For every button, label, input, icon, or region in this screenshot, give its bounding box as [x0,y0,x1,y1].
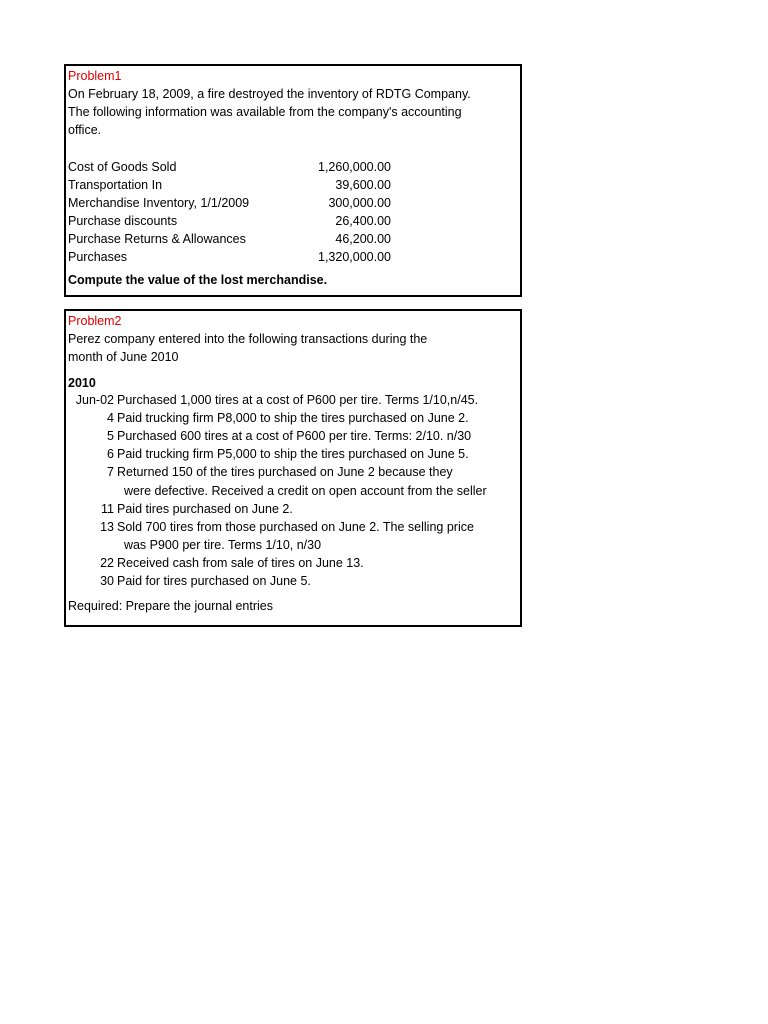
problem1-title: Problem1 [68,69,122,83]
transaction-date: 7 [107,465,114,479]
transaction-text: Paid trucking firm P8,000 to ship the tires purchased on June 2. [117,411,469,425]
transaction-text: Paid tires purchased on June 2. [117,502,293,516]
transaction-date: 4 [107,411,114,425]
problem2-box [64,309,522,627]
transaction-date: 30 [100,574,114,588]
problem1-box [64,64,522,297]
transaction-text: was P900 per tire. Terms 1/10, n/30 [117,538,322,552]
problem2-intro-line: Perez company entered into the following transactions during the [68,332,428,346]
problem1-intro-line: office. [68,123,102,137]
transaction-text: Sold 700 tires from those purchased on June 2. The selling price [117,520,474,534]
transaction-text: were defective. Received a credit on open account from the seller [117,484,487,498]
transaction-date: 11 [101,502,114,516]
transaction-text: Paid for tires purchased on June 5. [117,574,311,588]
transaction-date: 6 [107,447,114,461]
item-amount: 39,600.00 [335,178,391,192]
item-amount: 1,260,000.00 [318,160,391,174]
item-label: Transportation In [68,178,163,192]
item-amount: 300,000.00 [328,196,391,210]
transaction-date: 5 [107,429,114,443]
transaction-text: Paid trucking firm P5,000 to ship the tires purchased on June 5. [117,447,469,461]
item-label: Purchase discounts [68,214,178,228]
transaction-text: Purchased 600 tires at a cost of P600 per tire. Terms: 2/10. n/30 [117,429,472,443]
problem2-year: 2010 [68,376,96,390]
item-amount: 46,200.00 [335,232,391,246]
transaction-text: Returned 150 of the tires purchased on June 2 because they [117,465,453,479]
item-label: Merchandise Inventory, 1/1/2009 [68,196,250,210]
transaction-date: 13 [100,520,114,534]
transaction-date: Jun-02 [75,393,114,407]
transaction-date: 22 [100,556,114,570]
problem2-intro-line: month of June 2010 [68,350,179,364]
problem1-question: Compute the value of the lost merchandise. [68,273,328,287]
problem2-title: Problem2 [68,314,122,328]
problem1-intro-line: On February 18, 2009, a fire destroyed the inventory of RDTG Company. [68,87,471,101]
item-label: Purchase Returns & Allowances [68,232,246,246]
problem1-intro-line: The following information was available from the company's accounting [68,105,462,119]
item-amount: 1,320,000.00 [318,250,391,264]
transaction-text: Received cash from sale of tires on June 13. [117,556,364,570]
item-label: Purchases [68,250,128,264]
item-amount: 26,400.00 [335,214,391,228]
transaction-text: Purchased 1,000 tires at a cost of P600 per tire. Terms 1/10,n/45. [117,393,479,407]
item-label: Cost of Goods Sold [68,160,177,174]
problem2-required: Required: Prepare the journal entries [68,599,273,613]
